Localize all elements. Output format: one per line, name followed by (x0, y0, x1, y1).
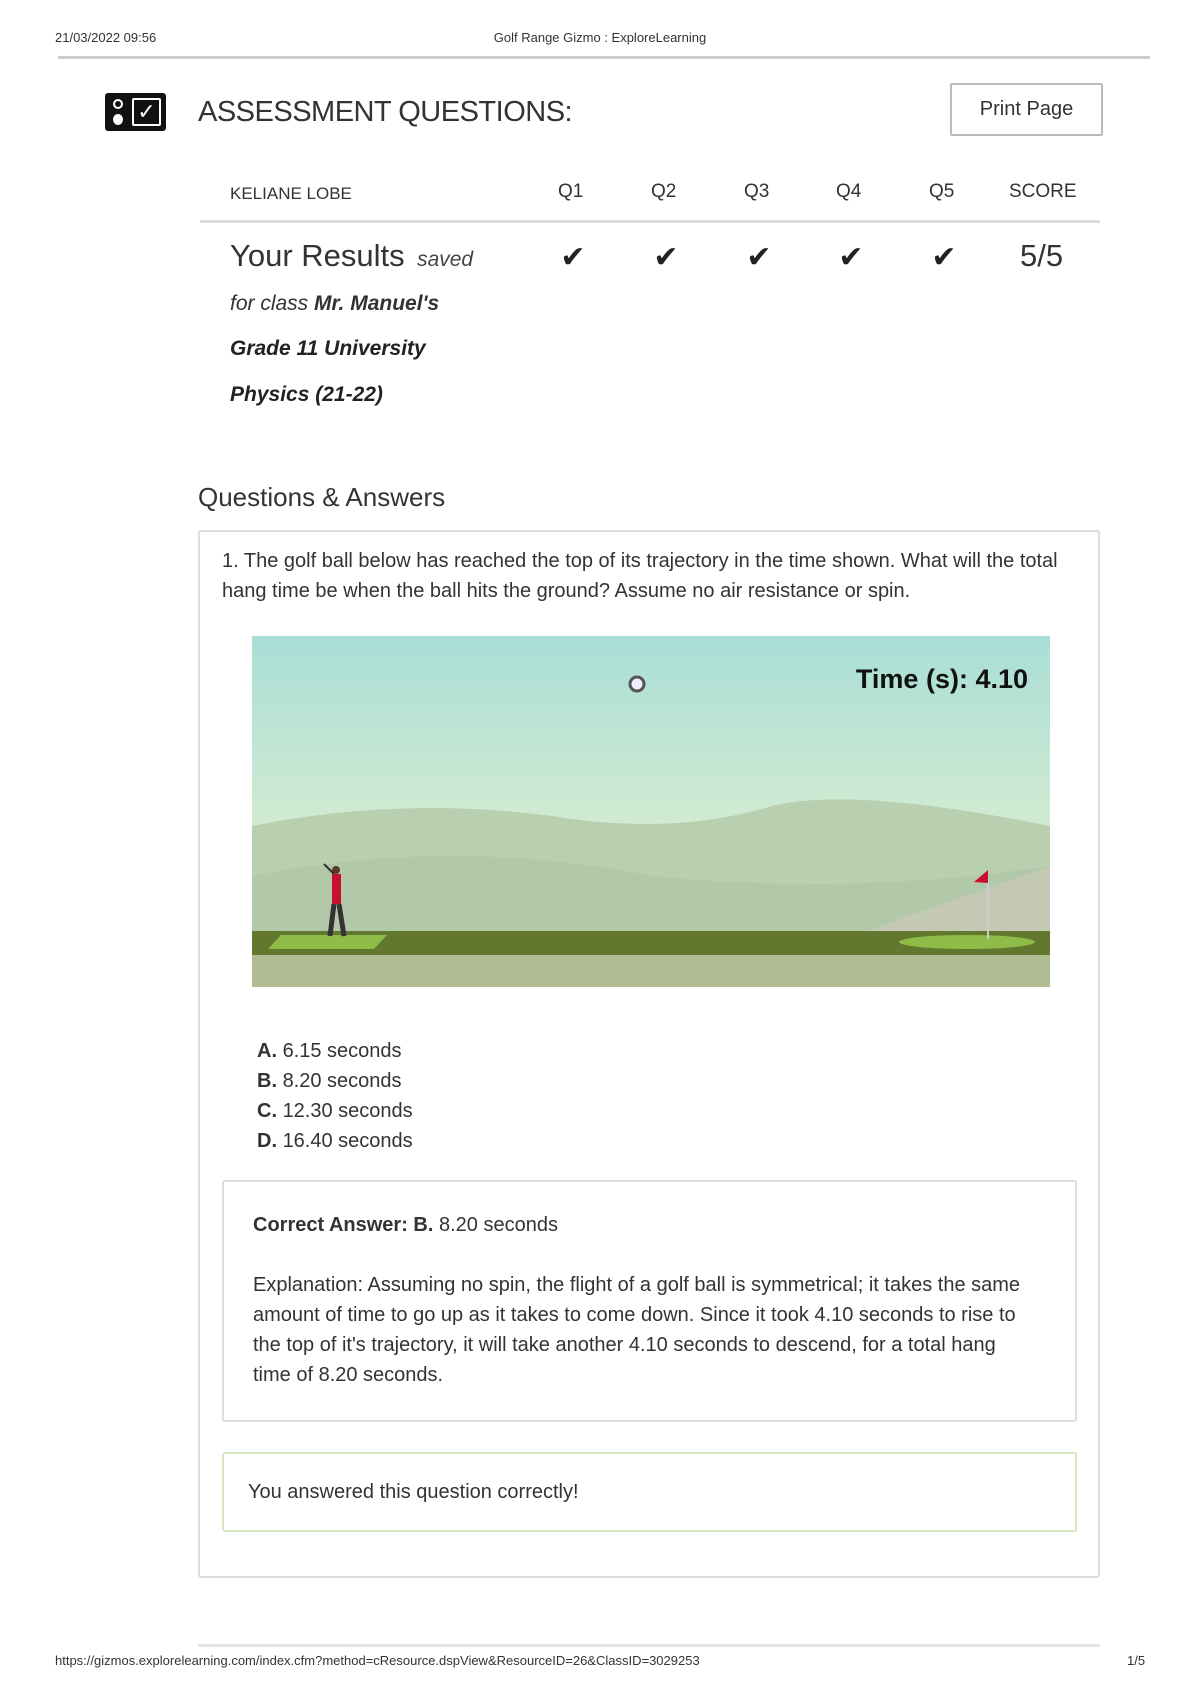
class-name: Mr. Manuel's (314, 292, 440, 315)
page-title: ASSESSMENT QUESTIONS: (198, 96, 573, 128)
option-b: B. 8.20 seconds (257, 1070, 402, 1092)
feedback-box (222, 1452, 1077, 1532)
score-value: 5/5 (1020, 238, 1064, 273)
page-number: 1/5 (1127, 1653, 1146, 1668)
table-divider (200, 220, 1100, 223)
col-score: SCORE (1009, 181, 1077, 202)
golf-simulation-image (252, 636, 1050, 987)
correct-answer-box (222, 1180, 1077, 1422)
saved-label: saved (417, 248, 474, 271)
correct-answer: Correct Answer: B. 8.20 seconds (253, 1214, 558, 1236)
col-q2: Q2 (651, 181, 677, 202)
col-q5: Q5 (929, 181, 955, 202)
header-divider (58, 56, 1150, 59)
student-name: KELIANE LOBE (230, 184, 352, 203)
results-label: Your Results (230, 238, 405, 273)
footer-divider (198, 1644, 1100, 1647)
qa-heading: Questions & Answers (198, 482, 446, 512)
class-line (230, 292, 439, 316)
assessment-icon: ✓ (105, 93, 166, 131)
for-class-label: for class (230, 292, 309, 315)
col-q1: Q1 (558, 181, 584, 202)
feedback-text: You answered this question correctly! (248, 1481, 579, 1503)
class-name-2: Grade 11 University (230, 337, 426, 360)
page-url: https://gizmos.explorelearning.com/index.cfm?method=cResource.dspView&ResourceID=26&ClassID=3029253 (55, 1653, 700, 1668)
option-a: A. 6.15 seconds (257, 1040, 402, 1062)
option-d: D. 16.40 seconds (257, 1130, 413, 1152)
print-datetime: 21/03/2022 09:56 (55, 30, 157, 45)
answer-options (257, 1036, 413, 1156)
col-q3: Q3 (744, 181, 770, 202)
q2-check-icon: ✔ (653, 241, 679, 274)
option-c: C. 12.30 seconds (257, 1100, 413, 1122)
print-page-title: Golf Range Gizmo : ExploreLearning (493, 30, 707, 45)
class-name-3: Physics (21-22) (230, 383, 383, 406)
q4-check-icon: ✔ (838, 241, 864, 274)
print-page-button[interactable]: Print Page (950, 83, 1103, 136)
results-title (230, 238, 473, 274)
sim-time-readout: Time (s): 4.10 (855, 664, 1028, 694)
q5-check-icon: ✔ (931, 241, 957, 274)
q1-check-icon: ✔ (560, 241, 586, 274)
explanation-text: Explanation: Assuming no spin, the flight of a golf ball is symmetrical; it takes the same amount of time to go up as it takes to come down. Since it took 4.10 seconds to rise to the top of it's trajectory, it will take another 4.10 seconds to descend, for a total hang time of 8.20 seconds. (253, 1274, 1021, 1386)
question-card (198, 530, 1100, 1578)
col-q4: Q4 (836, 181, 862, 202)
q3-check-icon: ✔ (746, 241, 772, 274)
question-text: 1. The golf ball below has reached the top of its trajectory in the time shown. What will the total hang time be when the ball hits the ground? Assume no air resistance or spin. (222, 550, 1058, 602)
